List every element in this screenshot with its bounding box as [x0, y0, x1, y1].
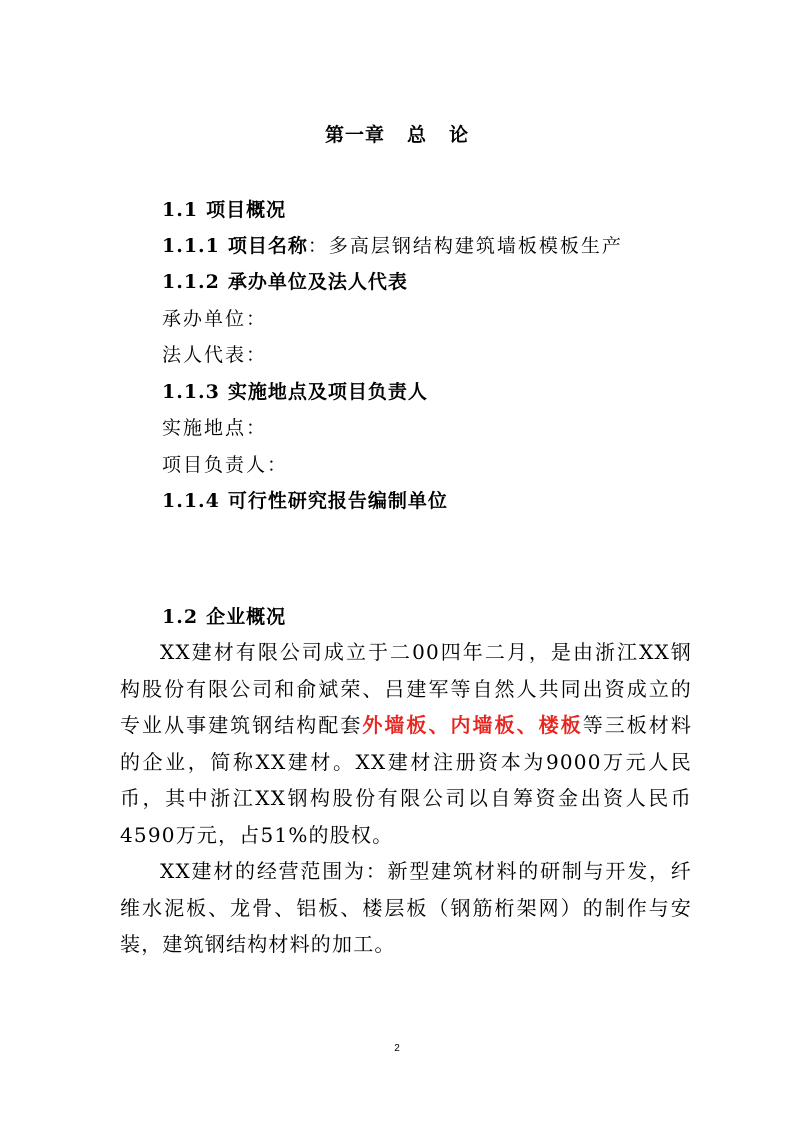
paragraph-text-1: XX建材有限公司成立于二00四年二月，是由浙江XX钢构股份有限公司和俞斌荣、吕建军等自然人共同出资成立的专业从事建筑钢结构配套	[120, 640, 692, 737]
item-label: 可行性研究报告编制单位	[227, 490, 448, 512]
item-1-1-2-heading	[162, 267, 408, 294]
section-number: 1.2	[162, 606, 199, 628]
item-value: ：多高层钢结构建筑墙板模板生产	[307, 235, 623, 257]
item-label: 承办单位及法人代表	[227, 271, 408, 293]
section-label: 项目概况	[206, 199, 287, 221]
item-1-1-3-heading	[162, 377, 428, 404]
section-1-1-heading	[162, 195, 286, 222]
item-number: 1.1.4	[162, 490, 220, 512]
page-number: 2	[394, 1043, 400, 1054]
highlighted-products: 外墙板、内墙板、楼板	[362, 713, 583, 737]
chapter-title	[0, 120, 794, 147]
item-number: 1.1.3	[162, 381, 220, 403]
legal-rep-line: 法人代表：	[162, 344, 268, 366]
section-number: 1.1	[162, 199, 199, 221]
chapter-title-word-2: 论	[449, 124, 470, 146]
chapter-title-word-1: 总	[406, 124, 427, 146]
paragraph-text-2: 等三板材料的企业，简称XX建材。XX建材注册资本为9000万元人民币，其中浙江XX钢构股份有限公司以自筹资金出资人民币4590万元，占51%的股权。	[120, 713, 693, 847]
location-line: 实施地点：	[162, 417, 268, 439]
business-scope-paragraph: XX建材的经营范围为：新型建筑材料的研制与开发，纤维水泥板、龙骨、铝板、楼层板（钢筋桁架网）的制作与安装，建筑钢结构材料的加工。	[120, 859, 692, 956]
item-label: 实施地点及项目负责人	[227, 381, 428, 403]
project-manager-line: 项目负责人：	[162, 454, 289, 476]
section-label: 企业概况	[206, 606, 287, 628]
company-overview-paragraph	[120, 634, 692, 853]
item-number: 1.1.2	[162, 271, 220, 293]
organizer-line: 承办单位：	[162, 308, 268, 330]
item-number: 1.1.1	[162, 235, 220, 257]
item-1-1-4-heading	[162, 486, 448, 513]
chapter-title-number: 第一章	[324, 124, 385, 146]
section-1-2-heading	[162, 602, 286, 629]
item-label: 项目名称	[227, 235, 308, 257]
item-1-1-1-heading	[162, 231, 623, 258]
